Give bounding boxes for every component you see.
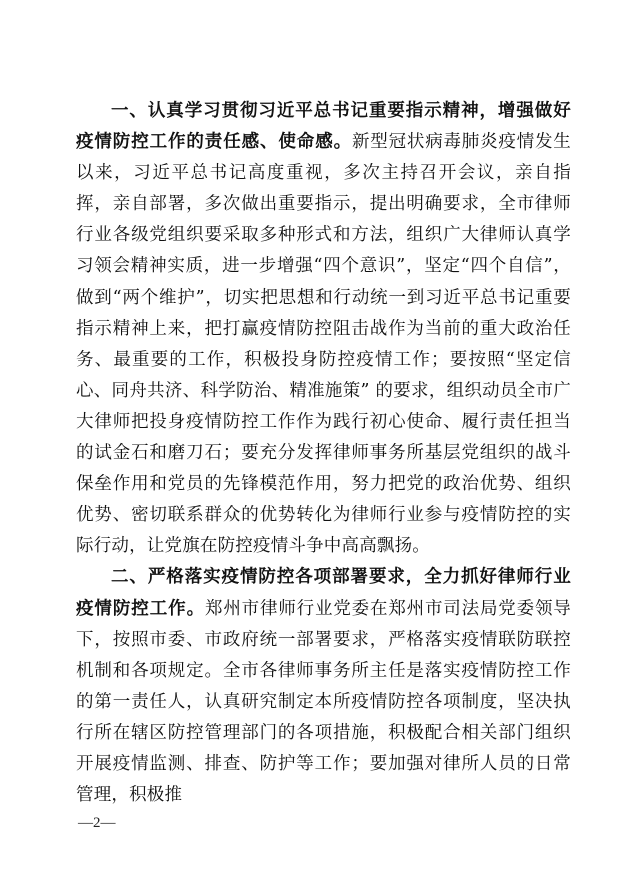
section-2-heading: 二、严格落实疫情防控各项部署要求，全力抓好律师行业疫情防控工作。 (76, 567, 571, 619)
section-1-body: 新型冠状病毒肺炎疫情发生以来，习近平总书记高度重视，多次主持召开会议，亲自指挥，亲自部署，多次做出重要指示，提出明确要求，全市律师行业各级党组织要采取多种形式和方法，组织广大律师认真学习领会精神实质，进一步增强“四个意识”，坚定“四个自信”，做到“两个维护”，切实把思想和行动统一到习近平总书记重要指示精神上来，把打赢疫情防控阻击战作为当前的重大政治任务、最重要的工作，积极投身防控疫情工作；要按照“坚定信心、同舟共济、科学防治、精准施策” 的要求，组织动员全市广大律师把投身疫情防控工作作为践行初心使命、履行责任担当的试金石和磨刀石；要充分发挥律师事务所基层党组织的战斗保垒作用和党员的先锋模范作用，努力把党的政治优势、组织优势、密切联系群众的优势转化为律师行业参与疫情防控的实际行动，让党旗在防控疫情斗争中高高飘扬。 (76, 132, 571, 557)
section-1-heading: 一、认真学习贯彻习近平总书记重要指示精神，增强做好疫情防控工作的责任感、使命感。 (76, 101, 571, 153)
document-body (76, 96, 571, 811)
section-2-body: 郑州市律师行业党委在郑州市司法局党委领导下，按照市委、市政府统一部署要求，严格落实疫情联防联控机制和各项规定。全市各律师事务所主任是落实疫情防控工作的第一责任人，认真研究制定本所疫情防控各项制度，坚决执行所在辖区防控管理部门的各项措施，积极配合相关部门组织开展疫情监测、排查、防护等工作；要加强对律所人员的日常管理，积极推 (76, 598, 571, 806)
section-2-paragraph (76, 562, 571, 811)
page-number: —2— (78, 815, 116, 831)
section-1-paragraph (76, 96, 571, 562)
